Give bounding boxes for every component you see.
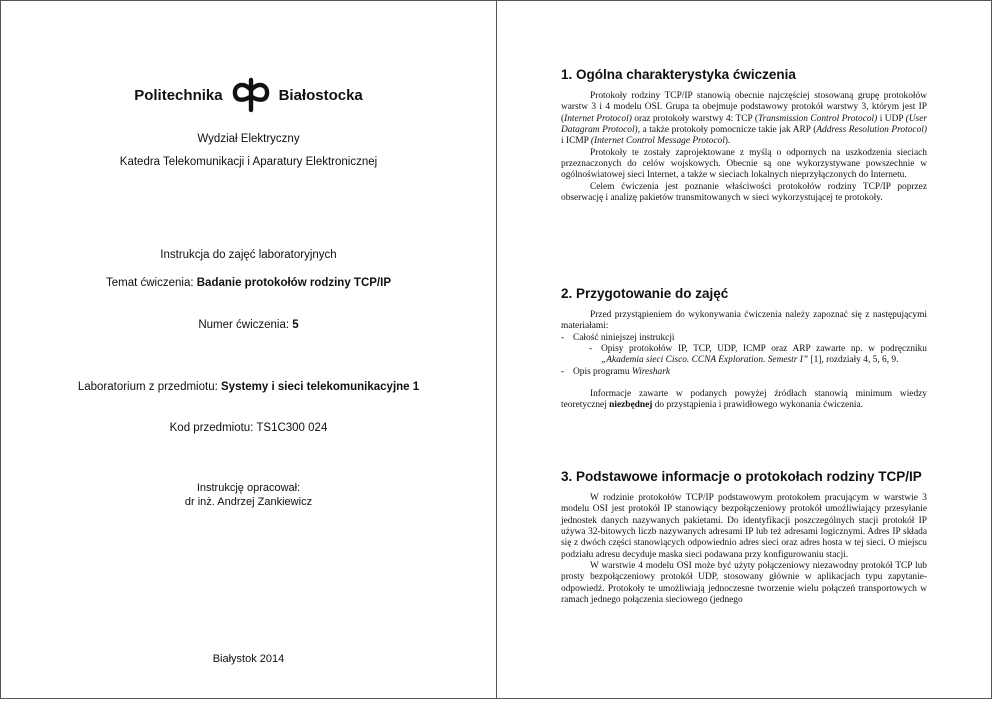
topic-label: Temat ćwiczenia: (105, 277, 197, 289)
code-label: Kod przedmiotu: (169, 422, 257, 434)
exercise-number-line (1, 319, 496, 331)
university-name-left: Politechnika (134, 86, 223, 104)
number-label: Numer ćwiczenia: (198, 319, 293, 331)
code-value: TS1C300 024 (256, 422, 328, 434)
text-run: do przystąpienia i prawidłowego wykonania ćwiczenia. (652, 400, 863, 411)
text-run-italic: Wireshark (631, 366, 671, 377)
text-run: oraz protokoły warstwy 4: TCP ( (631, 113, 758, 124)
text-run: Protokoły rodziny TCP/IP stanowią obecnie najczęściej stosowaną grupę protokołów warstw 3 i 4 modelu OSI. Grupa ta obejmuje podstawowy protokół warstwy 3, którym jest IP ( (561, 91, 927, 124)
section-3-title: 3. Podstawowe informacje o protokołach rodziny TCP/IP (561, 469, 922, 484)
topic-value: Badanie protokołów rodziny TCP/IP (196, 277, 391, 289)
section-2-paragraph-1: Przed przystąpieniem do wykonywania ćwiczenia należy zapoznać się z następującymi materiałami: (561, 310, 927, 332)
lab-subject-line (1, 381, 496, 393)
content-page (496, 0, 992, 699)
author-label: Instrukcję opracował: (196, 482, 301, 494)
text-run-italic: Transmission Control Protocol) (757, 113, 878, 124)
text-run-italic: Address Resolution Protocol) (816, 125, 927, 136)
dash-marker: - (589, 344, 593, 355)
section-1-paragraph-2: Protokoły te zostały zaprojektowane z myślą o odpornych na uszkodzenia sieciach przeznaczonych do celów wojskowych. Obecnie są one wykorzystywane powszechnie w ogólnoświatowej sieci Internet, a także w sieciach lokalnych nieprzyłączonych do Internetu. (561, 147, 927, 181)
text-run: i UDP (877, 113, 906, 124)
list-item-text (573, 367, 670, 378)
text-run-bold: niezbędnej (609, 400, 653, 411)
text-run: i ICMP (561, 136, 591, 147)
list-item-text: Całość niniejszej instrukcji (573, 332, 675, 343)
section-2-title: 2. Przygotowanie do zajęć (561, 286, 729, 301)
section-1-title: 1. Ogólna charakterystyka ćwiczenia (561, 67, 796, 82)
text-run: [1], rozdziały 4, 5, 6, 9. (808, 355, 899, 366)
number-value: 5 (292, 319, 299, 331)
department: Katedra Telekomunikacji i Aparatury Elektronicznej (119, 156, 378, 168)
section-3-paragraph-1: W rodzinie protokołów TCP/IP podstawowym protokołem pracującym w warstwie 3 modelu OSI jest protokół IP stanowiący bezpołączeniowy protokół umożliwiający przesyłanie jednostek danych nazywanych pakietami. Do identyfikacji poszczególnych stacji protokół IP używa 32-bitowych liczb nazywanych adresami IP lub też adresami logicznymi. Adres IP składa się z dwóch części stanowiących odpowiednio adres sieci oraz adres hosta w tej sieci. O miejscu podziału adresu decyduje maska sieci podawana przy konfigurowaniu stacji. (561, 493, 927, 560)
section-1-paragraph-3: Celem ćwiczenia jest poznanie właściwości protokołów rodziny TCP/IP poprzez obserwację i analizę pakietów transmitowanych w sieci wykorzystującej te protokoły. (561, 181, 927, 204)
text-run: Opisy protokołów IP, TCP, UDP, ICMP oraz ARP zawarte np. w podręczniku (601, 344, 927, 355)
text-run-italic: „Akademia sieci Cisco. CCNA Exploration. Semestr I” (601, 355, 809, 366)
dash-marker: - (561, 332, 565, 343)
text-run-italic: (User Datagram Protocol) (561, 113, 928, 136)
topic-line (1, 277, 496, 289)
course-code-line (1, 422, 496, 434)
section-1-paragraph-1 (561, 91, 927, 148)
section-1 (561, 67, 927, 204)
university-name-right: Białostocka (278, 86, 363, 104)
text-run: Opis programu (573, 366, 632, 377)
text-run-italic: Internet Protocol) (564, 113, 632, 124)
sub-list-item (589, 344, 927, 367)
section-3-paragraph-2: W warstwie 4 modelu OSI może być użyty połączeniowy niezawodny protokół TCP lub prosty bezpołączeniowy protokół UDP, stosowany głównie w aplikacjach typu zapytanie-odpowiedź. Protokoły te umożliwiają jednoczesne tworzenie wielu połączeń transportowych w ramach jednego połączenia sieciowego (jednego (561, 561, 927, 606)
faculty: Wydział Elektryczny (197, 133, 300, 145)
politechnika-bialostocka-logo (231, 77, 271, 113)
sub-list-item-text (601, 344, 927, 367)
text-run-italic: (Internet Control Message Protocol (590, 136, 725, 147)
text-run: Informacje zawarte w podanych powyżej źródłach stanowią minimum wiedzy teoretycznej (561, 389, 927, 411)
dash-marker: - (561, 366, 565, 377)
section-2-paragraph-2 (561, 389, 927, 412)
lab-label: Laboratorium z przedmiotu: (77, 381, 221, 393)
list-item (561, 367, 927, 378)
text-run: ). (724, 136, 731, 147)
section-2 (561, 286, 927, 412)
title-page (0, 0, 497, 699)
place-and-year: Białystok 2014 (212, 653, 285, 665)
lab-value: Systemy i sieci telekomunikacyjne 1 (221, 381, 420, 393)
university-header (1, 77, 496, 113)
document-type: Instrukcja do zajęć laboratoryjnych (160, 249, 337, 261)
list-item (561, 333, 927, 344)
text-run: , a także protokoły pomocnicze takie jak ARP ( (637, 125, 817, 136)
section-3 (561, 469, 927, 606)
author-name: dr inż. Andrzej Zankiewicz (184, 496, 313, 508)
